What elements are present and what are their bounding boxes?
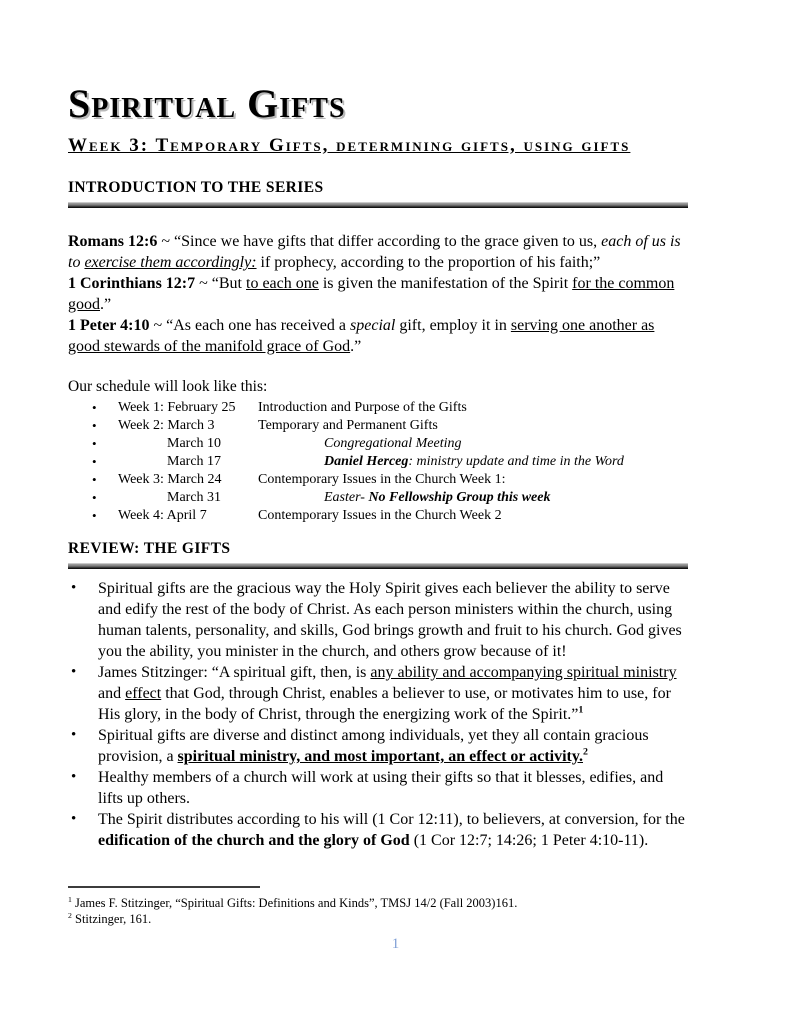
schedule-date: March 10 (167, 436, 222, 451)
schedule-description: Contemporary Issues in the Church Week 1: (258, 472, 506, 487)
bullet-icon: • (71, 769, 77, 785)
bullet-icon: • (71, 580, 77, 596)
bullet-icon: • (92, 418, 97, 433)
schedule-row (68, 435, 688, 453)
bullet-item (68, 767, 688, 809)
schedule-description: Daniel Herceg: ministry update and time in the Word (324, 454, 624, 469)
schedule-date: Week 4: April 7 (118, 508, 207, 523)
schedule-date: Week 3: March 24 (118, 472, 222, 487)
schedule-row (68, 507, 688, 525)
schedule-date: March 31 (167, 490, 222, 505)
scripture-block (68, 231, 688, 357)
bullet-item (68, 578, 688, 662)
bullet-item (68, 662, 688, 725)
section-divider-rule (68, 563, 688, 569)
schedule-row (68, 399, 688, 417)
document-subtitle: Week 3: Temporary Gifts, determining gifts, using gifts (68, 135, 631, 156)
document-title: Spiritual Gifts (68, 81, 346, 126)
bullet-icon: • (71, 811, 77, 827)
bullet-text: Spiritual gifts are diverse and distinct among individuals, yet they all contain gracious provision, a spiritual ministry, and most important, an effect or activity.$^2$ (98, 727, 649, 765)
schedule-date: March 17 (167, 454, 222, 469)
scripture-verse: 1 Peter 4:10 ~ “As each one has received a special gift, employ it in serving one another as good stewards of the manifold grace of God.” (68, 317, 655, 355)
schedule-date: Week 2: March 3 (118, 418, 215, 433)
bullet-text: The Spirit distributes according to his will (1 Cor 12:11), to believers, at conversion, for the edification of the church and the glory of God (1 Cor 12:7; 14:26; 1 Peter 4:10-11). (98, 811, 685, 849)
bullet-text: Spiritual gifts are the gracious way the Holy Spirit gives each believer the ability to serve and edify the rest of the body of Christ. As each person ministers within the church, using human talents, personality, and skills, God brings growth and fruit to his church. God gives you the ability, you minister in the church, and others grow because of it! (98, 580, 682, 660)
schedule-row (68, 453, 688, 471)
bullet-icon: • (92, 508, 97, 523)
bullet-icon: • (92, 436, 97, 451)
bullet-icon: • (92, 454, 97, 469)
bullet-icon: • (92, 490, 97, 505)
scripture-verse: Romans 12:6 ~ “Since we have gifts that differ according to the grace given to us, each of us is to exercise them accordingly: if prophecy, according to the proportion of his faith;” (68, 233, 681, 271)
footnote: $^2$ Stitzinger, 161. (68, 910, 152, 926)
section-heading-review: REVIEW: THE GIFTS (68, 540, 231, 557)
schedule-row (68, 417, 688, 435)
document-content (68, 0, 688, 851)
footnote-block (68, 886, 688, 927)
section-divider-rule (68, 202, 688, 208)
schedule-description: Introduction and Purpose of the Gifts (258, 400, 467, 415)
review-bullet-list (68, 578, 688, 851)
footnote-separator-rule (68, 886, 260, 888)
schedule-description: Temporary and Permanent Gifts (258, 418, 438, 433)
schedule-description: Easter- No Fellowship Group this week (324, 490, 551, 505)
schedule-row (68, 489, 688, 507)
schedule-date: Week 1: February 25 (118, 400, 236, 415)
bullet-text: James Stitzinger: “A spiritual gift, then, is any ability and accompanying spiritual ministry and effect that God, through Christ, enables a believer to use, or motivates him to use, for His glory, in the body of Christ, through the energizing work of the Spirit.”$^1$ (98, 664, 677, 723)
bullet-icon: • (92, 400, 97, 415)
bullet-icon: • (71, 664, 77, 680)
schedule-description: Congregational Meeting (324, 436, 462, 451)
bullet-icon: • (92, 472, 97, 487)
bullet-icon: • (71, 727, 77, 743)
schedule-row (68, 471, 688, 489)
page-number: 1 (391, 936, 400, 952)
scripture-verse: 1 Corinthians 12:7 ~ “But to each one is given the manifestation of the Spirit for the common good.” (68, 275, 675, 313)
bullet-item (68, 809, 688, 851)
schedule-list (68, 399, 688, 525)
bullet-item (68, 725, 688, 767)
schedule-description: Contemporary Issues in the Church Week 2 (258, 508, 502, 523)
bullet-text: Healthy members of a church will work at using their gifts so that it blesses, edifies, and lifts up others. (98, 769, 664, 807)
section-heading-introduction: INTRODUCTION TO THE SERIES (68, 179, 324, 196)
footnote: $^1$ James F. Stitzinger, “Spiritual Gifts: Definitions and Kinds”, TMSJ 14/2 (Fall 2003)161. (68, 894, 518, 910)
schedule-intro-text: Our schedule will look like this: (68, 378, 268, 395)
